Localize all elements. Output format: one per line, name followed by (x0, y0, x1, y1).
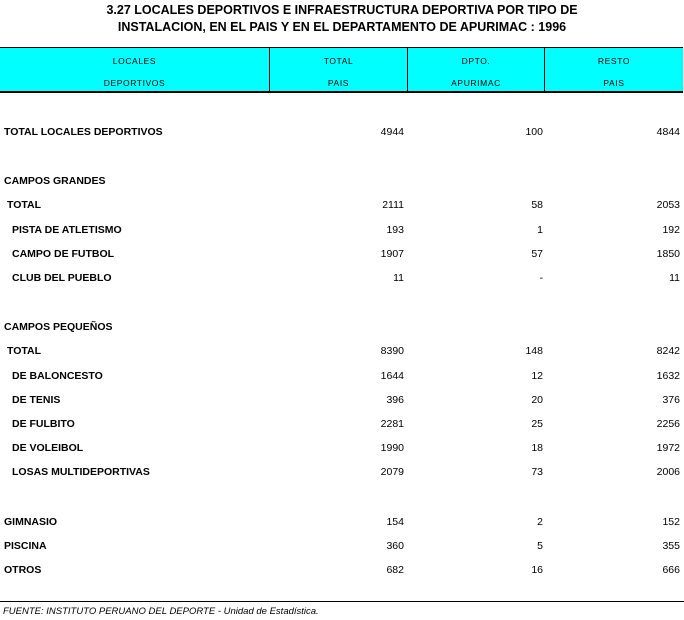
section-label: CAMPOS PEQUEÑOS (4, 321, 113, 333)
cell-dpto-apurimac: 18 (531, 442, 543, 454)
table-row (0, 563, 684, 577)
cell-resto-pais: 2256 (656, 418, 680, 430)
row-label: LOSAS MULTIDEPORTIVAS (12, 466, 150, 478)
header-total-pais: TOTAL PAIS (270, 48, 408, 92)
table-row (0, 441, 684, 455)
cell-resto-pais: 152 (662, 516, 680, 528)
row-label: TOTAL (7, 345, 42, 357)
table-row (0, 125, 684, 139)
cell-total-pais: 360 (386, 540, 404, 552)
row-label: DE TENIS (12, 394, 61, 406)
row-label: DE VOLEIBOL (12, 442, 84, 454)
table-row (0, 247, 684, 261)
cell-total-pais: 8390 (380, 345, 404, 357)
cell-resto-pais: 1632 (656, 370, 680, 382)
cell-dpto-apurimac: - (539, 272, 543, 284)
cell-resto-pais: 4844 (656, 126, 680, 138)
cell-dpto-apurimac: 16 (531, 564, 543, 576)
header-resto-pais: RESTO PAIS (597, 56, 631, 88)
table-title (0, 2, 684, 36)
cell-dpto-apurimac: 73 (531, 466, 543, 478)
table-row (0, 417, 684, 431)
cell-resto-pais: 355 (662, 540, 680, 552)
cell-dpto-apurimac: 1 (537, 224, 543, 236)
row-label: TOTAL (7, 199, 42, 211)
header-dpto-apurimac: DPTO. APURIMAC (408, 48, 545, 92)
cell-dpto-apurimac: 148 (525, 345, 543, 357)
cell-total-pais: 193 (386, 224, 404, 236)
section-row (0, 320, 684, 334)
cell-resto-pais: 2053 (656, 199, 680, 211)
section-row (0, 174, 684, 188)
row-label: PISCINA (4, 540, 47, 552)
row-label: GIMNASIO (4, 516, 58, 528)
table-row (0, 223, 684, 237)
table-row (0, 465, 684, 479)
row-label: CAMPO DE FUTBOL (12, 248, 115, 260)
source-note: FUENTE: INSTITUTO PERUANO DEL DEPORTE - Unidad de Estadística. (3, 606, 319, 617)
cell-resto-pais: 376 (662, 394, 680, 406)
cell-dpto-apurimac: 20 (531, 394, 543, 406)
cell-dpto-apurimac: 25 (531, 418, 543, 430)
cell-resto-pais: 11 (669, 272, 680, 284)
cell-resto-pais: 666 (662, 564, 680, 576)
bottom-divider (0, 601, 684, 602)
section-label: CAMPOS GRANDES (4, 175, 106, 187)
cell-dpto-apurimac: 100 (525, 126, 543, 138)
cell-total-pais: 2281 (380, 418, 404, 430)
table-row (0, 198, 684, 212)
row-label: CLUB DEL PUEBLO (12, 272, 112, 284)
cell-total-pais: 154 (386, 516, 404, 528)
row-label: PISTA DE ATLETISMO (12, 224, 122, 236)
cell-dpto-apurimac: 58 (531, 199, 543, 211)
row-label: TOTAL LOCALES DEPORTIVOS (4, 126, 163, 138)
cell-total-pais: 11 (393, 272, 404, 284)
table-row (0, 393, 684, 407)
title-line-1: 3.27 LOCALES DEPORTIVOS E INFRAESTRUCTURA DEPORTIVA POR TIPO DE (106, 3, 578, 17)
cell-resto-pais: 8242 (656, 345, 680, 357)
cell-total-pais: 396 (386, 394, 404, 406)
cell-total-pais: 2079 (380, 466, 404, 478)
cell-dpto-apurimac: 5 (537, 540, 543, 552)
cell-resto-pais: 1850 (656, 248, 680, 260)
table-row (0, 271, 684, 285)
table-row (0, 539, 684, 553)
table-row (0, 344, 684, 358)
row-label: OTROS (4, 564, 42, 576)
cell-resto-pais: 2006 (656, 466, 680, 478)
cell-total-pais: 2111 (382, 199, 404, 211)
cell-total-pais: 1644 (380, 370, 404, 382)
cell-total-pais: 682 (386, 564, 404, 576)
table-row (0, 369, 684, 383)
row-label: DE BALONCESTO (12, 370, 103, 382)
cell-dpto-apurimac: 12 (531, 370, 543, 382)
cell-resto-pais: 192 (662, 224, 680, 236)
title-line-2: INSTALACION, EN EL PAIS Y EN EL DEPARTAMENTO DE APURIMAC : 1996 (117, 20, 567, 34)
cell-resto-pais: 1972 (656, 442, 680, 454)
cell-dpto-apurimac: 2 (537, 516, 543, 528)
cell-dpto-apurimac: 57 (531, 248, 543, 260)
table-row (0, 515, 684, 529)
cell-total-pais: 4944 (380, 126, 404, 138)
row-label: DE FULBITO (12, 418, 75, 430)
table-header (0, 47, 683, 93)
cell-total-pais: 1990 (380, 442, 404, 454)
header-locales-deportivos: LOCALES DEPORTIVOS (0, 48, 270, 92)
cell-total-pais: 1907 (380, 248, 404, 260)
